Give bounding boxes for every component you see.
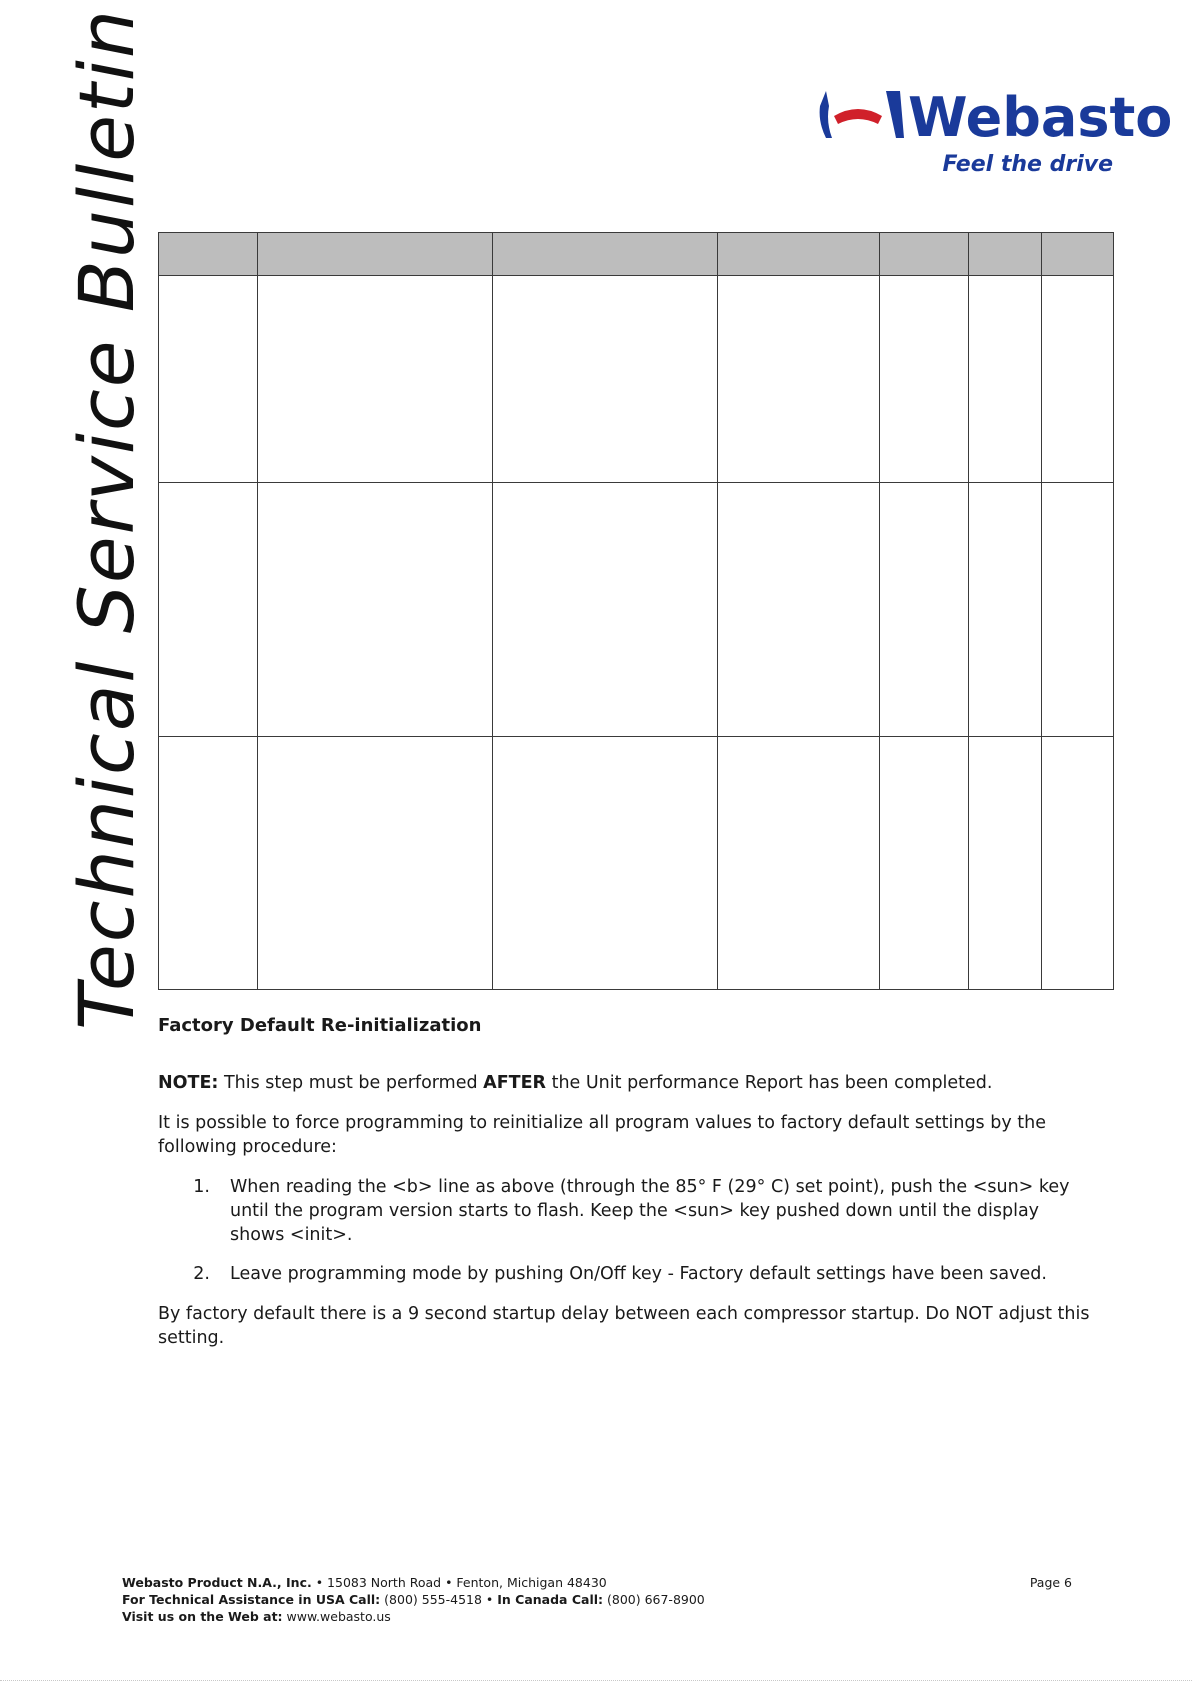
note-paragraph xyxy=(158,1071,1113,1095)
table-cell xyxy=(258,276,493,483)
header-cell xyxy=(880,233,969,276)
company-name: Webasto Product N.A., Inc. xyxy=(122,1575,312,1590)
table-header-row xyxy=(159,233,1114,276)
step-number: 2. xyxy=(193,1264,210,1284)
usa-phone-label: For Technical Assistance in USA Call: xyxy=(122,1592,381,1607)
table-row xyxy=(159,737,1114,990)
footer-company-line xyxy=(122,1574,1072,1591)
logo-brand-text: Webasto xyxy=(908,86,1173,149)
table-cell xyxy=(880,483,969,737)
header-cell xyxy=(969,233,1042,276)
section-title: Factory Default Re-initialization xyxy=(158,1015,482,1036)
closing-paragraph: By factory default there is a 9 second startup delay between each compressor startup. Do NOT adjust this setting. xyxy=(158,1304,1090,1348)
note-text-pre: This step must be performed xyxy=(218,1073,484,1093)
header-cell xyxy=(493,233,718,276)
table-cell xyxy=(718,276,880,483)
table-cell xyxy=(493,276,718,483)
table-cell xyxy=(1042,276,1114,483)
table-cell xyxy=(159,483,258,737)
note-emphasis: AFTER xyxy=(483,1073,547,1093)
table-cell xyxy=(493,483,718,737)
step-text: Leave programming mode by pushing On/Off key - Factory default settings have been saved. xyxy=(230,1264,1047,1284)
header-cell xyxy=(718,233,880,276)
canada-phone: (800) 667-8900 xyxy=(603,1592,705,1607)
note-label: NOTE: xyxy=(158,1073,219,1093)
table-cell xyxy=(880,737,969,990)
web-url[interactable]: www.webasto.us xyxy=(282,1609,391,1624)
table-row xyxy=(159,276,1114,483)
note-text-post: the Unit performance Report has been completed. xyxy=(546,1073,993,1093)
footer-web-line xyxy=(122,1608,1072,1625)
data-table xyxy=(158,232,1114,990)
table-row xyxy=(159,483,1114,737)
logo-tagline: Feel the drive xyxy=(942,152,1113,177)
web-label: Visit us on the Web at: xyxy=(122,1609,283,1624)
canada-phone-label: In Canada Call: xyxy=(497,1592,604,1607)
table-cell xyxy=(969,737,1042,990)
footer-phone-line xyxy=(122,1591,1072,1608)
table-cell xyxy=(1042,737,1114,990)
table-cell xyxy=(969,483,1042,737)
company-address: • 15083 North Road • Fenton, Michigan 48430 xyxy=(311,1575,607,1590)
header-cell xyxy=(1042,233,1114,276)
table-cell xyxy=(159,737,258,990)
step-number: 1. xyxy=(193,1177,210,1197)
list-item xyxy=(158,1262,1113,1286)
table-cell xyxy=(718,483,880,737)
bottom-divider xyxy=(0,1680,1192,1681)
table-cell xyxy=(258,483,493,737)
side-title: Technical Service Bulletin xyxy=(62,7,151,1030)
steps-list xyxy=(158,1175,1113,1286)
usa-phone: (800) 555-4518 • xyxy=(380,1592,498,1607)
header-cell xyxy=(159,233,258,276)
table-cell xyxy=(159,276,258,483)
webasto-logo-graphic xyxy=(818,86,1173,178)
main-content xyxy=(158,1014,1113,1366)
table-cell xyxy=(1042,483,1114,737)
table-cell xyxy=(880,276,969,483)
step-text: When reading the <b> line as above (through the 85° F (29° C) set point), push the <sun> key until the program version starts to flash. Keep the <sun> key pushed down until the display shows <init>. xyxy=(230,1177,1070,1245)
table-cell xyxy=(718,737,880,990)
table-cell xyxy=(969,276,1042,483)
intro-paragraph: It is possible to force programming to reinitialize all program values to factory default settings by the following procedure: xyxy=(158,1113,1046,1157)
page-number: Page 6 xyxy=(1029,1575,1072,1590)
webasto-logo xyxy=(818,86,1173,178)
list-item xyxy=(158,1175,1113,1247)
table-cell xyxy=(493,737,718,990)
header-cell xyxy=(258,233,493,276)
table-cell xyxy=(258,737,493,990)
footer xyxy=(122,1574,1072,1625)
